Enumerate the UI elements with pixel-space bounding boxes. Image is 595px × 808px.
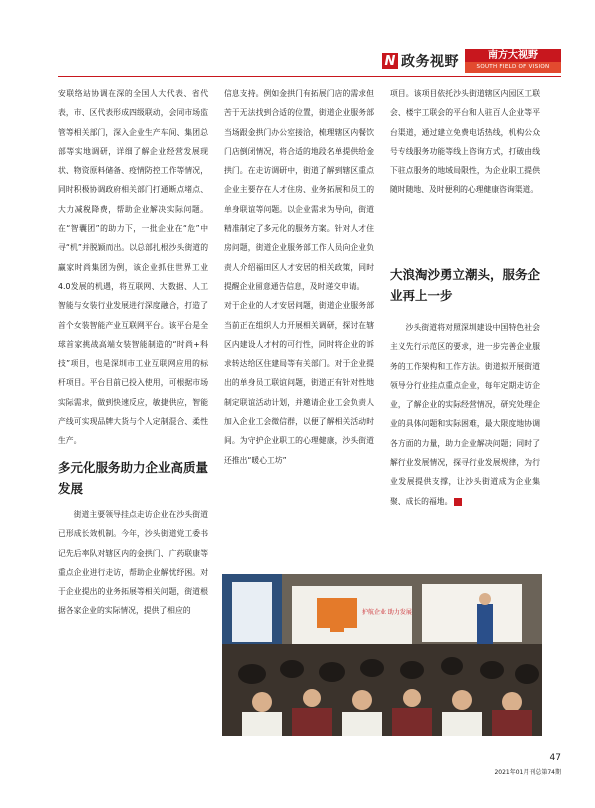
column-1b (58, 505, 208, 621)
meeting-photo (222, 574, 542, 736)
subheading-brave-the-tide: 大浪淘沙勇立潮头，服务企业再上一步 (390, 267, 541, 303)
brand-title-cn: 南方大视野 (465, 49, 561, 62)
column-3 (390, 84, 540, 200)
brand-box (465, 49, 561, 73)
column-1-paragraph: 安联络站协调在深的全国人大代表、省代表，市、区代表形成四级联动，会同市场监管等相关部门，深入企业生产车间、集团总部等实地调研，详细了解企业经营发展现状、物资原料储备、疫情防控工作等情况，同时积极协调政府相关部门打通断点堵点、大力减税降费，帮助企业解决实际问题。在“智囊团”的助力下，一批企业在“危”中寻“机”并脱颖而出。以总部扎根沙头街道的赢家时尚集团为例，该企业抓住世界工业4.0发展的机遇，将互联网、大数据、人工智能与女装行业发展进行深度融合，打造了首个女装智能产业互联网平台。该平台是全球首家挑战高端女装智能制造的“时尚+科技”项目，也是深圳市工业互联网应用的标杆项目。平台目前已投入使用，可根据市场实际需求，做到快速反应，敏捷供应，智能产线可实现品牌大货与个人定制混合、柔性生产。 (58, 89, 208, 446)
article-end-mark-icon: N (454, 498, 462, 506)
header (382, 48, 561, 74)
brand-title-en: SOUTH FIELD OF VISION (465, 62, 561, 73)
column-2-paragraph-2: 对于企业的人才安居问题，街道企业服务部当前正在组织人力开展相关调研，探讨在辖区内建设人才村的可行性，同时将企业的诉求转达给区住建局等有关部门。对于企业提出的单身员工联谊问题，街道正有针对性地制定联谊活动计划，并邀请企业工会负责人加入企业工会微信群，以便了解相关活动时间。为守护企业职工的心理健康，沙头街道还推出“暖心工坊” (224, 301, 374, 465)
column-1b-paragraph: 街道主要领导挂点走访企业在沙头街道已形成长效机制。今年，沙头街道党工委书记先后率队对辖区内的金拱门、广药联康等重点企业进行走访，帮助企业解忧纾困。对于企业提出的业务拓展等相关问题，街道根据各家企业的实际情况，提供了相应的 (58, 510, 208, 616)
column-3-paragraph: 项目。该项目依托沙头街道辖区内园区工联会、楼宇工联会的平台和人驻百人企业等平台渠道，通过建立免费电话热线，机构公众号专线服务功能等线上咨询方式，打破由线下驻点服务的地域局限性，为企业职工提供随时随地、及时便利的心理健康咨询渠道。 (390, 89, 540, 195)
column-3b-text: 沙头街道将对照深圳建设中国特色社会主义先行示范区的要求，进一步完善企业服务的工作架构和工作方法。街道拟开展街道领导分行业挂点重点企业，每年定期走访企业，了解企业的实际经营情况，研究处理企业的具体问题和实际困难，最大限度地协调各方面的力量，助力企业解决问题；同时了解行业发展情况，探寻行业发展规律，为行业发展提供支撑，让沙头街道成为企业集聚、成长的福地。 (390, 323, 540, 506)
column-2 (224, 84, 374, 470)
column-3b (390, 318, 540, 511)
column-3b-paragraph (390, 318, 540, 511)
header-divider (58, 76, 561, 77)
page-number: 47 (549, 753, 561, 763)
magazine-logo-icon: N (382, 53, 398, 69)
subheading-diversified-services: 多元化服务助力企业高质量发展 (58, 460, 209, 496)
issue-info: 2021年01月刊总第74期 (494, 769, 561, 776)
column-2-paragraph-1: 信息支持。例如金拱门有拓展门店的需求但苦于无法找到合适的位置，街道企业服务部当场跟金拱门办公室接洽，梳理辖区内餐饮门店倒闭情况，将合适的地段名单提供给金拱门。在走访调研中，街道了解到辖区重点企业主要存在人才住房、业务拓展和员工的单身联谊等问题。以企业需求为导向，街道精准制定了多元化的服务方案。针对人才住房问题，街道企业服务部工作人员向企业负责人介绍福田区人才安居的相关政策，同时提醒企业留意通告信息，及时递交申请。 (224, 89, 374, 291)
column-1 (58, 84, 208, 451)
slide-text: 护航企业 助力发展 (362, 609, 412, 616)
section-name: 政务视野 (401, 54, 459, 70)
